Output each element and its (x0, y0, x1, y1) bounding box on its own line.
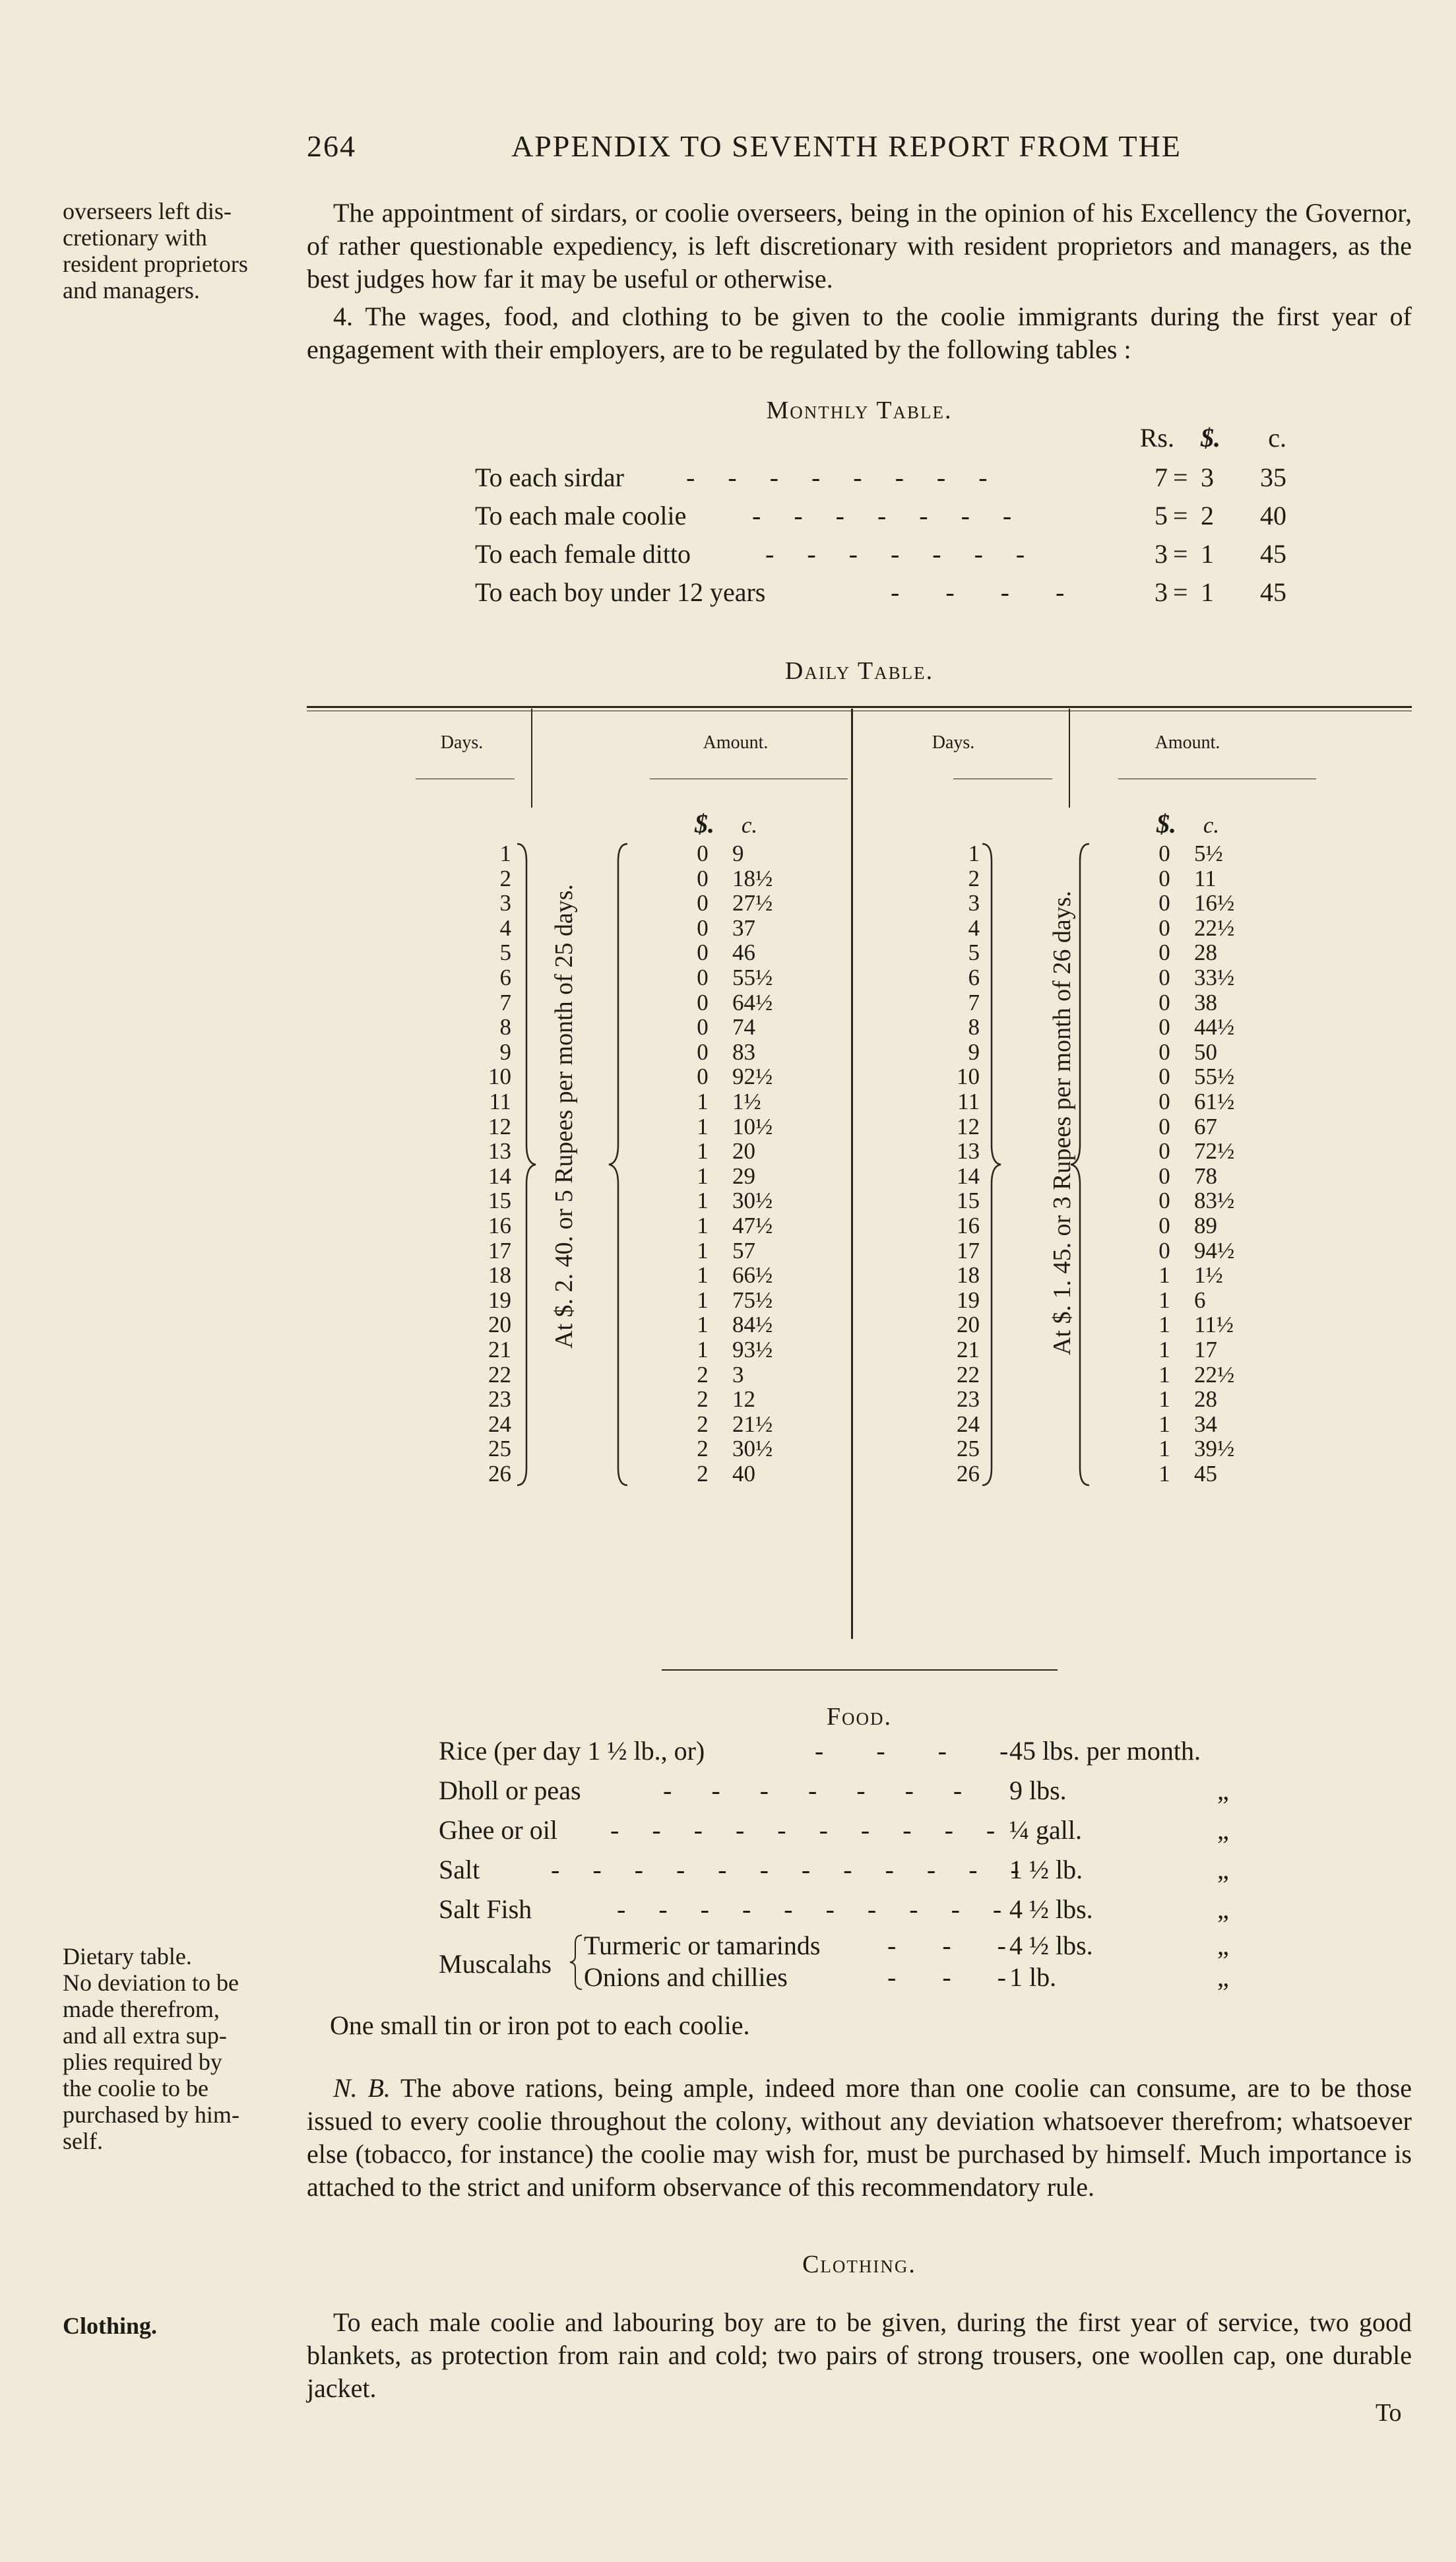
day-number-right: 10 (957, 1064, 980, 1090)
monthly-eq: = (1173, 577, 1188, 607)
amount-dollars-right: 1 (1158, 1436, 1170, 1462)
amount-dollars-left: 1 (697, 1237, 709, 1264)
day-number-right: 2 (968, 865, 980, 891)
amount-dollars-left: 1 (697, 1188, 709, 1214)
day-number-right: 26 (957, 1461, 980, 1487)
amount-dollars-right: 1 (1158, 1386, 1170, 1413)
monthly-row (475, 500, 1300, 537)
monthly-cents: 40 (1260, 501, 1286, 530)
food-title: Food. (826, 1703, 893, 1731)
ditto-mark: „ (1217, 1815, 1229, 1845)
paragraph-clothing (307, 2306, 1412, 2405)
monthly-row (475, 538, 1300, 575)
amount-dollars-left: 1 (697, 1262, 709, 1289)
monthly-rs: 7 (1155, 463, 1168, 492)
amount-cents-left: 83 (732, 1039, 755, 1065)
paragraph-text: The above rations, being ample, indeed more than one coolie can consume, are to be those issued to every coolie throughout the colony, without any deviation whatsoever therefrom; whatsoever else (tobacco, for instance) the coolie may wish for, must be purchased by himself. Much importance is attached to the strict and uniform observance of this recommendatory rule. (307, 2073, 1412, 2202)
amount-cents-right: 38 (1194, 989, 1217, 1015)
amount-cents-right: 22½ (1194, 914, 1235, 941)
amount-cents-right: 33½ (1194, 965, 1235, 990)
running-title: APPENDIX TO SEVENTH REPORT FROM THE (511, 129, 1182, 163)
amount-cents-left: 66½ (732, 1262, 773, 1289)
margin-line: made therefrom, (63, 1996, 220, 2022)
rs-header: Rs. (1139, 423, 1174, 453)
catchword: To (1376, 2399, 1402, 2427)
margin-line: self. (63, 2128, 103, 2154)
amount-header: Amount. (703, 732, 769, 753)
amount-cents-left: 74 (732, 1014, 755, 1041)
day-number-right: 8 (968, 1014, 980, 1041)
day-number-left: 5 (499, 940, 511, 966)
amount-dollars-left: 0 (697, 1039, 709, 1065)
monthly-rs: 3 (1155, 539, 1168, 569)
monthly-cents: 45 (1260, 577, 1286, 607)
amount-dollars-left: 0 (697, 1014, 709, 1041)
amount-dollars-left: 2 (697, 1436, 709, 1462)
food-qty: 4 ½ lbs. (1009, 1931, 1093, 1960)
dollar-subheader: $. (1156, 809, 1176, 839)
margin-line: and managers. (63, 277, 200, 304)
amount-dollars-left: 2 (697, 1386, 709, 1413)
cents-subheader: c. (741, 812, 758, 838)
column-divider (531, 709, 532, 808)
daily-table (307, 699, 1412, 1636)
margin-note-dietary (63, 1943, 280, 2154)
paragraph-nb (307, 2072, 1412, 2204)
amount-cents-left: 21½ (732, 1411, 773, 1437)
amount-cents-left: 20 (732, 1138, 755, 1165)
amount-cents-right: 5½ (1194, 841, 1223, 866)
day-number-right: 12 (957, 1113, 980, 1139)
amount-cents-right: 94½ (1194, 1237, 1235, 1264)
monthly-label: To each female ditto (475, 539, 691, 569)
amount-dollars-left: 0 (697, 940, 709, 966)
margin-line: Dietary table. (63, 1943, 192, 1970)
day-number-right: 18 (957, 1262, 980, 1289)
day-number-left: 23 (488, 1386, 511, 1413)
food-row (439, 1735, 1296, 1775)
day-number-left: 16 (488, 1213, 511, 1238)
amount-dollars-right: 0 (1158, 1089, 1170, 1114)
margin-line: cretionary with (63, 224, 207, 251)
amount-cents-right: 11½ (1194, 1312, 1234, 1338)
amount-cents-left: 29 (732, 1163, 755, 1189)
amount-dollars-right: 1 (1158, 1461, 1170, 1487)
amount-dollars-right: 0 (1158, 1213, 1170, 1238)
leader-dashes: - - - - (891, 577, 1065, 607)
ditto-mark: „ (1217, 1931, 1229, 1960)
amount-dollars-right: 1 (1158, 1411, 1170, 1437)
dollar-header: $. (1201, 423, 1220, 453)
margin-line: No deviation to be (63, 1970, 239, 1996)
day-number-right: 6 (968, 965, 980, 990)
day-number-right: 19 (957, 1287, 980, 1313)
day-number-left: 10 (488, 1064, 511, 1090)
amount-dollars-left: 1 (697, 1138, 709, 1165)
table-bottom-rule (662, 1669, 1058, 1671)
amount-dollars-right: 0 (1158, 989, 1170, 1015)
amount-cents-left: 3 (732, 1361, 744, 1388)
amount-cents-left: 55½ (732, 965, 773, 990)
food-label: Rice (per day 1 ½ lb., or) (439, 1736, 705, 1766)
day-number-right: 13 (957, 1138, 980, 1165)
amount-cents-right: 34 (1194, 1411, 1217, 1437)
day-number-left: 15 (488, 1188, 511, 1214)
amount-dollars-left: 0 (697, 989, 709, 1015)
ditto-mark: „ (1217, 1855, 1229, 1884)
monthly-row (475, 462, 1300, 499)
day-number-left: 2 (499, 865, 511, 891)
day-number-left: 7 (499, 989, 511, 1015)
amount-dollars-right: 0 (1158, 1039, 1170, 1065)
monthly-cents: 45 (1260, 539, 1286, 569)
day-number-right: 4 (968, 914, 980, 941)
nb-lead: N. B. (333, 2073, 391, 2103)
amount-cents-right: 83½ (1194, 1188, 1235, 1214)
monthly-eq: = (1173, 539, 1188, 569)
food-qty: 9 lbs. (1009, 1776, 1067, 1805)
amount-cents-right: 6 (1194, 1287, 1206, 1313)
food-row (439, 1814, 1296, 1854)
day-number-right: 1 (968, 841, 980, 866)
amount-dollars-right: 0 (1158, 865, 1170, 891)
monthly-cents: 35 (1260, 463, 1286, 492)
amount-cents-left: 84½ (732, 1312, 773, 1338)
amount-dollars-right: 0 (1158, 940, 1170, 966)
monthly-dollars: 1 (1201, 577, 1214, 607)
food-qty: 4 ½ lbs. (1009, 1894, 1093, 1924)
day-number-right: 3 (968, 890, 980, 916)
food-qty: 45 lbs. per month. (1009, 1736, 1201, 1766)
amount-dollars-left: 1 (697, 1163, 709, 1189)
amount-cents-right: 61½ (1194, 1089, 1235, 1114)
amount-cents-right: 1½ (1194, 1262, 1223, 1289)
monthly-dollars: 2 (1201, 501, 1214, 530)
day-number-left: 17 (488, 1237, 511, 1264)
amount-dollars-left: 1 (697, 1312, 709, 1338)
leader-dashes: - - - (887, 1931, 1006, 1960)
amount-dollars-left: 0 (697, 890, 709, 916)
paragraph-text: To each male coolie and labouring boy are to be given, during the first year of service, two good blankets, as protection from rain and cold; two pairs of strong trousers, one woollen cap, one durable jacket. (307, 2307, 1412, 2403)
amount-dollars-left: 0 (697, 914, 709, 941)
paragraph-text: The appointment of sirdars, or coolie overseers, being in the opinion of his Excellency the Governor, of rather questionable expediency, is left discretionary with resident proprietors and managers, as the best judges how far it may be useful or otherwise. (307, 198, 1412, 294)
leader-dashes: - - - - - - - - - - - - (551, 1855, 1019, 1884)
day-number-right: 25 (957, 1436, 980, 1462)
margin-note-clothing: Clothing. (63, 2313, 158, 2339)
dollar-subheader: $. (695, 809, 714, 839)
food-row (439, 1854, 1296, 1894)
brace-right-days (980, 841, 1006, 1488)
day-number-right: 7 (968, 989, 980, 1015)
amount-dollars-left: 2 (697, 1461, 709, 1487)
food-label: Dholl or peas (439, 1776, 581, 1805)
clothing-title: Clothing. (802, 2251, 916, 2278)
amount-cents-right: 16½ (1194, 890, 1235, 916)
amount-dollars-left: 2 (697, 1411, 709, 1437)
monthly-eq: = (1173, 463, 1188, 492)
amount-cents-right: 45 (1194, 1461, 1217, 1487)
amount-cents-right: 50 (1194, 1039, 1217, 1065)
amount-dollars-right: 0 (1158, 965, 1170, 990)
day-number-left: 11 (489, 1089, 511, 1114)
amount-cents-left: 30½ (732, 1188, 773, 1214)
day-number-right: 5 (968, 940, 980, 966)
day-number-left: 26 (488, 1461, 511, 1487)
amount-cents-left: 40 (732, 1461, 755, 1487)
monthly-header-row (475, 422, 1300, 459)
leader-dashes: - - - - (815, 1736, 1009, 1766)
amount-dollars-right: 0 (1158, 1188, 1170, 1214)
food-label: Ghee or oil (439, 1815, 557, 1845)
amount-dollars-right: 1 (1158, 1312, 1170, 1338)
amount-cents-left: 92½ (732, 1064, 773, 1090)
amount-cents-right: 28 (1194, 940, 1217, 966)
amount-dollars-left: 1 (697, 1213, 709, 1238)
amount-cents-right: 89 (1194, 1213, 1217, 1238)
food-label: Salt Fish (439, 1894, 532, 1924)
monthly-table-title: Monthly Table. (766, 397, 953, 424)
cents-subheader: c. (1203, 812, 1220, 838)
paragraph-wages (307, 300, 1412, 366)
amount-dollars-right: 1 (1158, 1262, 1170, 1289)
amount-cents-right: 17 (1194, 1337, 1217, 1362)
amount-dollars-right: 0 (1158, 841, 1170, 866)
muscalahs-item: Turmeric or tamarinds (584, 1931, 821, 1960)
day-number-left: 4 (499, 914, 511, 941)
day-number-right: 23 (957, 1386, 980, 1413)
amount-dollars-right: 0 (1158, 1064, 1170, 1090)
monthly-label: To each male coolie (475, 501, 687, 530)
amount-cents-right: 22½ (1194, 1361, 1235, 1388)
margin-line: overseers left dis- (63, 198, 232, 224)
amount-dollars-left: 0 (697, 1064, 709, 1090)
amount-dollars-right: 1 (1158, 1337, 1170, 1362)
day-number-right: 22 (957, 1361, 980, 1388)
amount-dollars-right: 1 (1158, 1361, 1170, 1388)
amount-cents-left: 46 (732, 940, 755, 966)
muscalahs-label: Muscalahs (439, 1949, 552, 1979)
amount-dollars-right: 0 (1158, 1113, 1170, 1139)
day-number-left: 14 (488, 1163, 511, 1189)
amount-cents-right: 72½ (1194, 1138, 1235, 1165)
monthly-label: To each sirdar (475, 463, 624, 492)
amount-cents-left: 9 (732, 841, 744, 866)
paragraph-text: 4. The wages, food, and clothing to be given to the coolie immigrants during the first year of engagement with their employers, are to be regulated by the following tables : (307, 302, 1412, 364)
paragraph-pot: One small tin or iron pot to each coolie. (330, 2010, 750, 2040)
ditto-mark: „ (1217, 1962, 1229, 1992)
amount-dollars-right: 0 (1158, 914, 1170, 941)
amount-dollars-right: 1 (1158, 1287, 1170, 1313)
amount-cents-right: 67 (1194, 1113, 1217, 1139)
food-row (439, 1894, 1296, 1933)
page-number: 264 (307, 129, 356, 163)
day-number-left: 1 (499, 841, 511, 866)
daily-table-title: Daily Table. (784, 657, 934, 685)
monthly-label: To each boy under 12 years (475, 577, 766, 607)
day-number-left: 18 (488, 1262, 511, 1289)
amount-cents-left: 30½ (732, 1436, 773, 1462)
amount-cents-left: 64½ (732, 989, 773, 1015)
day-number-left: 6 (499, 965, 511, 990)
amount-cents-left: 93½ (732, 1337, 773, 1362)
day-number-left: 25 (488, 1436, 511, 1462)
muscalahs-item: Onions and chillies (584, 1962, 788, 1992)
day-number-right: 15 (957, 1188, 980, 1214)
amount-dollars-left: 0 (697, 841, 709, 866)
day-number-right: 9 (968, 1039, 980, 1065)
amount-dollars-left: 0 (697, 965, 709, 990)
amount-cents-right: 11 (1194, 865, 1217, 891)
brace-left-days (515, 841, 541, 1488)
food-row (439, 1775, 1296, 1814)
food-qty: 1 ½ lb. (1009, 1855, 1083, 1884)
left-rate-label: At $. 2. 40. or 5 Rupees per month of 25 days. (550, 884, 578, 1349)
amount-dollars-left: 1 (697, 1113, 709, 1139)
amount-cents-left: 12 (732, 1386, 755, 1413)
cents-header: c. (1268, 423, 1286, 453)
day-number-left: 9 (499, 1039, 511, 1065)
amount-dollars-left: 1 (697, 1287, 709, 1313)
food-qty: ¼ gall. (1009, 1815, 1082, 1845)
margin-line: plies required by (63, 2049, 222, 2075)
leader-dashes: - - - - - - - - - - (617, 1894, 1002, 1924)
amount-cents-left: 57 (732, 1237, 755, 1264)
day-number-right: 24 (957, 1411, 980, 1437)
amount-cents-right: 44½ (1194, 1014, 1235, 1041)
brace-left-amounts (604, 841, 630, 1488)
right-rate-label: At $. 1. 45. or 3 Rupees per month of 26 days. (1048, 891, 1076, 1355)
day-number-left: 22 (488, 1361, 511, 1388)
paragraph-sirdars (307, 197, 1412, 296)
day-number-right: 14 (957, 1163, 980, 1189)
day-number-right: 16 (957, 1213, 980, 1238)
column-divider (1069, 709, 1070, 808)
amount-cents-right: 28 (1194, 1386, 1217, 1413)
amount-dollars-right: 0 (1158, 890, 1170, 916)
leader-dashes: - - - - - - - - - - (610, 1815, 996, 1845)
margin-line: purchased by him- (63, 2101, 239, 2128)
amount-dollars-right: 0 (1158, 1138, 1170, 1165)
day-number-left: 24 (488, 1411, 511, 1437)
amount-dollars-left: 1 (697, 1089, 709, 1114)
leader-dashes: - - - (887, 1962, 1006, 1992)
amount-cents-right: 55½ (1194, 1064, 1235, 1090)
amount-dollars-right: 0 (1158, 1237, 1170, 1264)
margin-note-overseers (63, 198, 280, 304)
day-number-right: 11 (957, 1089, 980, 1114)
amount-dollars-right: 0 (1158, 1014, 1170, 1041)
day-number-right: 21 (957, 1337, 980, 1362)
day-number-right: 17 (957, 1237, 980, 1264)
monthly-row (475, 577, 1300, 614)
amount-cents-left: 18½ (732, 865, 773, 891)
margin-line: and all extra sup- (63, 2022, 227, 2049)
day-number-left: 12 (488, 1113, 511, 1139)
amount-cents-left: 10½ (732, 1113, 773, 1139)
brace-right-amounts (1065, 841, 1092, 1488)
monthly-rs: 5 (1155, 501, 1168, 530)
day-number-left: 8 (499, 1014, 511, 1041)
day-number-left: 19 (488, 1287, 511, 1313)
food-qty: 1 lb. (1009, 1962, 1057, 1992)
muscalahs-brace (569, 1934, 583, 1991)
amount-cents-left: 27½ (732, 890, 773, 916)
amount-header: Amount. (1155, 732, 1220, 753)
leader-dashes: - - - - - - - (765, 539, 1025, 569)
amount-cents-right: 39½ (1194, 1436, 1235, 1462)
amount-cents-right: 78 (1194, 1163, 1217, 1189)
day-number-left: 3 (499, 890, 511, 916)
table-top-rule (307, 706, 1412, 708)
amount-cents-left: 75½ (732, 1287, 773, 1313)
day-number-left: 21 (488, 1337, 511, 1362)
amount-dollars-right: 0 (1158, 1163, 1170, 1189)
monthly-dollars: 1 (1201, 539, 1214, 569)
leader-dashes: - - - - - - - (663, 1776, 963, 1805)
amount-cents-left: 47½ (732, 1213, 773, 1238)
amount-cents-left: 37 (732, 914, 755, 941)
margin-line: resident proprietors (63, 251, 248, 277)
food-label: Salt (439, 1855, 480, 1884)
amount-cents-left: 1½ (732, 1089, 761, 1114)
amount-dollars-left: 1 (697, 1337, 709, 1362)
ditto-mark: „ (1217, 1776, 1229, 1805)
monthly-eq: = (1173, 501, 1188, 530)
margin-line: the coolie to be (63, 2075, 208, 2101)
monthly-rs: 3 (1155, 577, 1168, 607)
day-number-left: 20 (488, 1312, 511, 1338)
column-divider (851, 709, 853, 1639)
leader-dashes: - - - - - - - (752, 501, 1012, 530)
day-number-right: 20 (957, 1312, 980, 1338)
amount-dollars-left: 0 (697, 865, 709, 891)
days-header: Days. (440, 732, 484, 753)
leader-dashes: - - - - - - - - (686, 463, 988, 492)
days-header: Days. (932, 732, 975, 753)
ditto-mark: „ (1217, 1894, 1229, 1924)
day-number-left: 13 (488, 1138, 511, 1165)
muscalahs-group (439, 1930, 1296, 2002)
monthly-dollars: 3 (1201, 463, 1214, 492)
amount-dollars-left: 2 (697, 1361, 709, 1388)
